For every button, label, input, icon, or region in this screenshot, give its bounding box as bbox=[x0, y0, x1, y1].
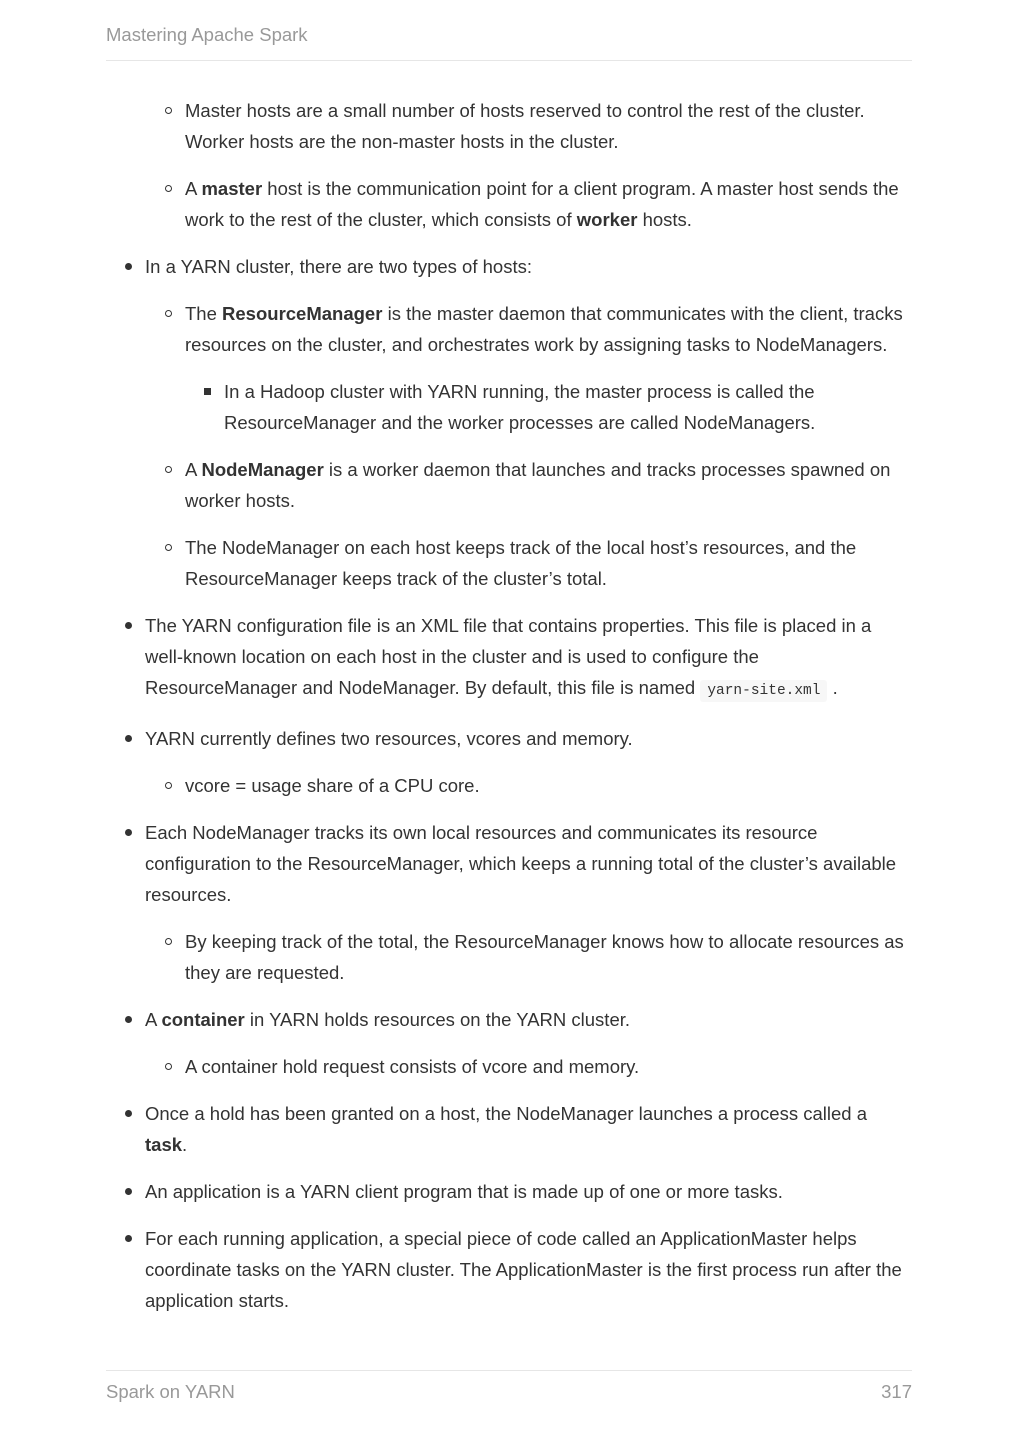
circle-bullet-icon bbox=[165, 185, 172, 192]
disc-bullet-icon bbox=[125, 1110, 132, 1117]
list-item bbox=[106, 723, 912, 754]
bold-term: worker bbox=[576, 209, 638, 230]
text-segment: vcore = usage share of a CPU core. bbox=[185, 775, 480, 796]
circle-bullet-icon bbox=[165, 466, 172, 473]
text-segment: The bbox=[185, 303, 223, 324]
list-item bbox=[106, 817, 912, 910]
footer-divider bbox=[106, 1370, 912, 1371]
list-item bbox=[106, 610, 912, 707]
text-segment: A bbox=[185, 459, 202, 480]
chapter-title: Spark on YARN bbox=[106, 1381, 235, 1402]
text-segment: The YARN configuration file is an XML file that contains properties. This file is placed in a well-known location on each host in the cluster and is used to configure the ResourceManager and NodeManager. By default, this file is named bbox=[145, 615, 872, 698]
list-item bbox=[106, 298, 912, 360]
text-segment: YARN currently defines two resources, vcores and memory. bbox=[145, 728, 633, 749]
text-segment: hosts. bbox=[637, 209, 692, 230]
text-segment: For each running application, a special piece of code called an ApplicationMaster helps coordinate tasks on the YARN cluster. The ApplicationMaster is the first process run after the application starts. bbox=[145, 1228, 902, 1311]
list-item bbox=[106, 1223, 912, 1316]
text-segment: in YARN holds resources on the YARN cluster. bbox=[244, 1009, 631, 1030]
list-item bbox=[106, 173, 912, 235]
text-segment: A bbox=[185, 178, 202, 199]
circle-bullet-icon bbox=[165, 544, 172, 551]
list-item bbox=[106, 926, 912, 988]
disc-bullet-icon bbox=[125, 263, 132, 270]
disc-bullet-icon bbox=[125, 1235, 132, 1242]
list-item bbox=[106, 532, 912, 594]
text-segment: host is the communication point for a client program. A master host sends the work to the rest of the cluster, which consists of bbox=[185, 178, 899, 230]
list-item bbox=[106, 1004, 912, 1035]
square-bullet-icon bbox=[204, 388, 211, 395]
disc-bullet-icon bbox=[125, 1188, 132, 1195]
list-item bbox=[106, 1051, 912, 1082]
header-divider bbox=[106, 60, 912, 61]
bullet-list bbox=[106, 95, 912, 1332]
bold-term: master bbox=[201, 178, 263, 199]
text-segment: Once a hold has been granted on a host, the NodeManager launches a process called a bbox=[145, 1103, 867, 1124]
list-item bbox=[106, 251, 912, 282]
text-segment: A bbox=[145, 1009, 162, 1030]
circle-bullet-icon bbox=[165, 310, 172, 317]
list-item bbox=[106, 1098, 912, 1160]
list-item bbox=[106, 770, 912, 801]
page-number: 317 bbox=[881, 1381, 912, 1402]
text-segment: Master hosts are a small number of hosts reserved to control the rest of the cluster. Worker hosts are the non-master hosts in the cluster. bbox=[185, 100, 865, 152]
bold-term: container bbox=[161, 1009, 245, 1030]
disc-bullet-icon bbox=[125, 735, 132, 742]
disc-bullet-icon bbox=[125, 622, 132, 629]
disc-bullet-icon bbox=[125, 1016, 132, 1023]
text-segment: In a Hadoop cluster with YARN running, the master process is called the ResourceManager and the worker processes are called NodeManagers. bbox=[224, 381, 816, 433]
circle-bullet-icon bbox=[165, 782, 172, 789]
bold-term: ResourceManager bbox=[222, 303, 383, 324]
text-segment: The NodeManager on each host keeps track of the local host’s resources, and the ResourceManager keeps track of the cluster’s total. bbox=[185, 537, 857, 589]
text-segment: is the master daemon that communicates with the client, tracks resources on the cluster, and orchestrates work by assigning tasks to NodeManagers. bbox=[185, 303, 903, 355]
circle-bullet-icon bbox=[165, 1063, 172, 1070]
bold-term: NodeManager bbox=[201, 459, 324, 480]
list-item bbox=[106, 1176, 912, 1207]
inline-code: yarn-site.xml bbox=[700, 680, 827, 702]
circle-bullet-icon bbox=[165, 938, 172, 945]
list-item bbox=[106, 95, 912, 157]
text-segment: . bbox=[827, 677, 838, 698]
text-segment: . bbox=[182, 1134, 188, 1155]
text-segment: is a worker daemon that launches and tracks processes spawned on worker hosts. bbox=[185, 459, 891, 511]
text-segment: Each NodeManager tracks its own local resources and communicates its resource configuration to the ResourceManager, which keeps a running total of the cluster’s available resources. bbox=[145, 822, 897, 905]
text-segment: A container hold request consists of vcore and memory. bbox=[185, 1056, 640, 1077]
text-segment: In a YARN cluster, there are two types of hosts: bbox=[145, 256, 532, 277]
text-segment: An application is a YARN client program that is made up of one or more tasks. bbox=[145, 1181, 783, 1202]
book-title: Mastering Apache Spark bbox=[106, 24, 308, 45]
bold-term: task bbox=[145, 1134, 183, 1155]
list-item bbox=[106, 376, 912, 438]
circle-bullet-icon bbox=[165, 107, 172, 114]
text-segment: By keeping track of the total, the ResourceManager knows how to allocate resources as they are requested. bbox=[185, 931, 904, 983]
disc-bullet-icon bbox=[125, 829, 132, 836]
list-item bbox=[106, 454, 912, 516]
